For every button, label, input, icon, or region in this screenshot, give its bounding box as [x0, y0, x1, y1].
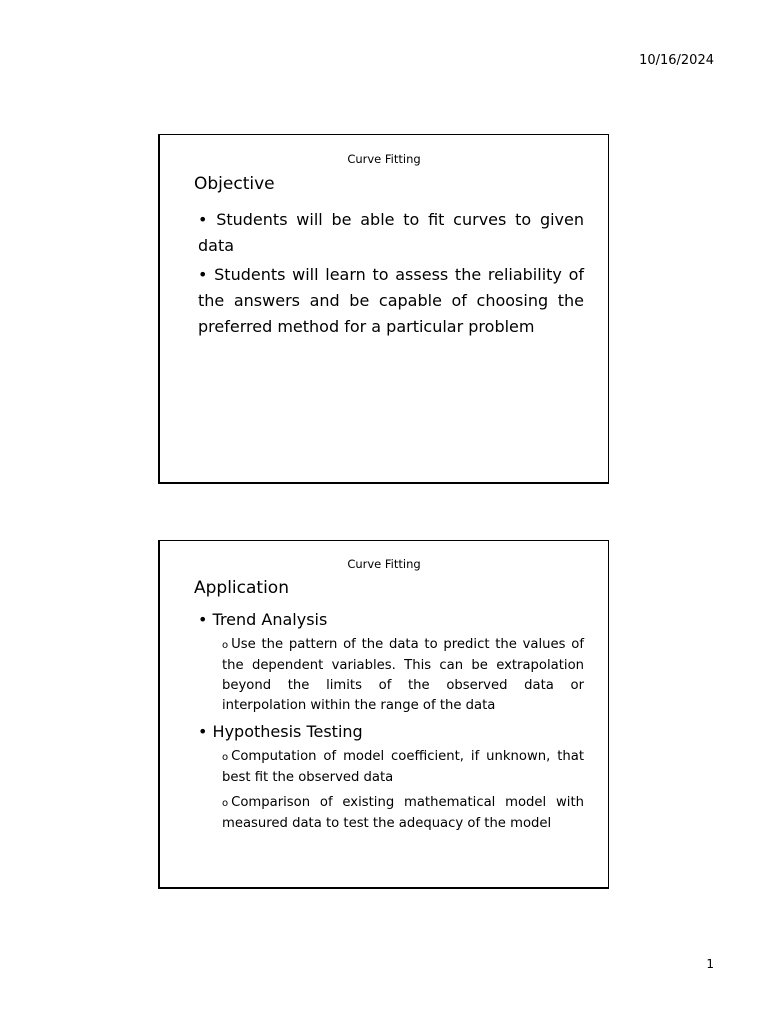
- slide-application: [158, 540, 609, 889]
- bullet-icon: •: [198, 265, 215, 284]
- bullet-list: [198, 609, 584, 839]
- page-date: 10/16/2024: [639, 53, 714, 68]
- bullet-icon: •: [198, 610, 213, 629]
- circle-bullet-icon: o: [222, 640, 229, 651]
- bullet-item: • Students will be able to fit curves to given data: [198, 210, 584, 255]
- bullet-item: • Hypothesis Testing: [198, 722, 363, 741]
- bullet-item: • Trend Analysis: [198, 610, 328, 629]
- circle-bullet-icon: o: [222, 798, 229, 809]
- bullet-icon: •: [198, 210, 217, 229]
- slide-heading: Application: [194, 578, 289, 598]
- sub-bullet-item: o Comparison of existing mathematical model with measured data to test the adequacy of the model: [222, 795, 584, 831]
- sub-bullet-item: o Computation of model coefficient, if unknown, that best fit the observed data: [222, 749, 584, 785]
- slide-objective: [158, 134, 609, 484]
- slide-title: Curve Fitting: [347, 152, 421, 166]
- slide-title: Curve Fitting: [347, 557, 421, 571]
- circle-bullet-icon: o: [222, 752, 229, 763]
- sub-bullet-item: o Use the pattern of the data to predict the values of the dependent variables. This can be extrapolation beyond the limits of the observed data or interpolation within the range of the data: [222, 637, 584, 713]
- slide-heading: Objective: [194, 174, 275, 194]
- page-number: 1: [706, 957, 714, 971]
- bullet-item: • Students will learn to assess the reliability of the answers and be capable of choosing the preferred method for a particular problem: [198, 265, 585, 336]
- bullet-icon: •: [198, 722, 213, 741]
- bullet-list: [198, 207, 584, 343]
